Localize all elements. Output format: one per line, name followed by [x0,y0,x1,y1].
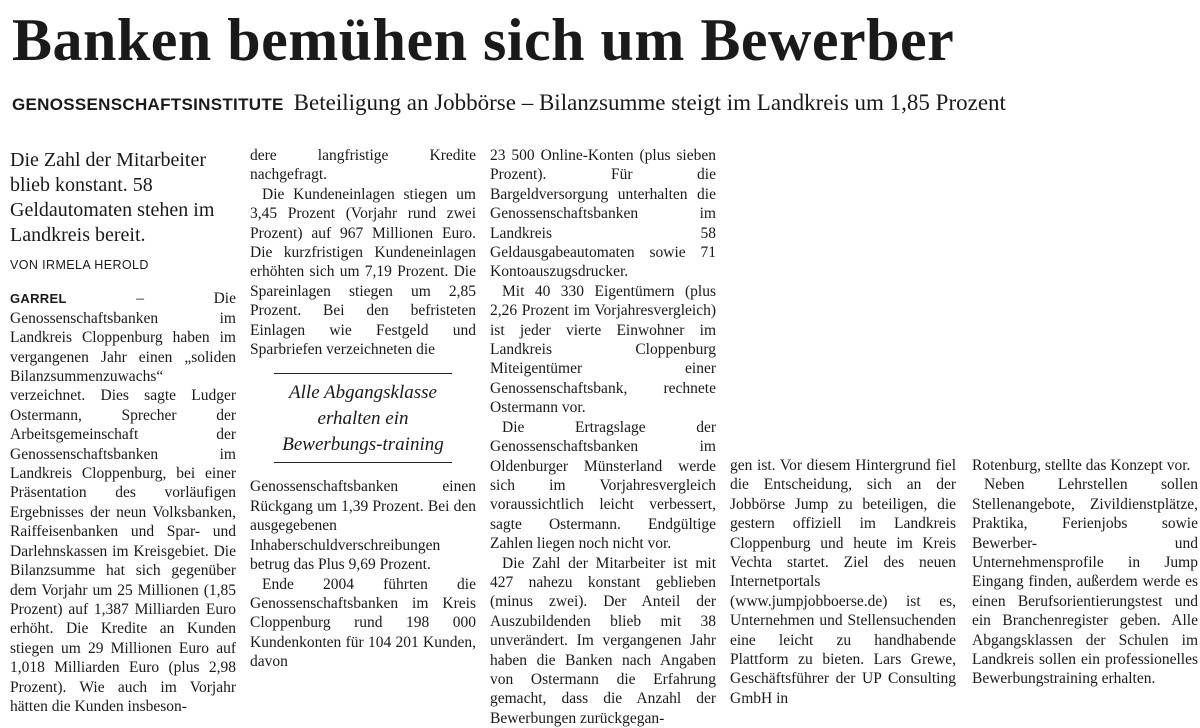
article-column-4 [730,456,956,708]
paragraph: Die Kundeneinlagen stiegen um 3,45 Prozent (Vorjahr rund zwei Prozent) auf 967 Millionen Euro. Die kurzfristigen Kundeneinlagen erhöhten sich um 7,19 Prozent. Die Spareinlagen stiegen um 2,85 Prozent. Bei den befristeten Einlagen wie Festgeld und Sparbriefen verzeichneten die [250,185,476,359]
subtitle: Beteiligung an Jobbörse – Bilanzsumme steigt im Landkreis um 1,85 Prozent [293,90,1006,115]
paragraph: Neben Lehrstellen sollen Stellenangebote, Zivildienstplätze, Praktika, Ferienjobs sowie Bewerber- und Unternehmensprofile in Jump Eingang finden, außerdem werde es einen Berufsorientierungstest und ein Branchenregister geben. Alle Abgangsklassen der Schulen im Landkreis sollen ein professionelles Bewerbungstraining erhalten. [972,476,1198,688]
article-column-2 [250,146,476,708]
paragraph: Die Ertragslage der Genossenschaftsbanken im Oldenburger Münsterland werde sich im Vorjahresvergleich voraussichtlich leicht verbessert, sagte Ostermann. Endgültige Zahlen liegen noch nicht vor. [490,418,716,553]
paragraph: Genossenschaftsbanken einen Rückgang um 1,39 Prozent. Bei den ausgegebenen Inhaberschuldverschreibungen betrug das Plus 9,69 Prozent. [250,478,476,574]
paragraph [10,289,236,716]
paragraph: Mit 40 330 Eigentümern (plus 2,26 Prozent im Vorjahresvergleich) ist jeder vierte Einwohner im Landkreis Cloppenburg Miteigentümer einer Genossenschaftsbank, rechnete Ostermann vor. [490,282,716,417]
teaser: Die Zahl der Mitarbeiter blieb konstant. 58 Geldautomaten stehen im Landkreis bereit. [10,149,215,246]
article-column-3 [490,146,716,727]
kicker: GENOSSENSCHAFTSINSTITUTE [12,95,284,114]
paragraph: Die Zahl der Mitarbeiter ist mit 427 nahezu konstant geblieben (minus zwei). Der Anteil der Auszubildenden blieb mit 38 unverändert. Im vergangenen Jahr haben die Banken nach Angaben von Ostermann die Erfahrung gemacht, dass die Anzahl der Bewerbungen zurückgegan- [490,554,716,727]
paragraph-text: – Die Genossenschaftsbanken im Landkreis Cloppenburg haben im vergangenen Jahr einen „soliden Bilanzsummenzuwachs“ verzeichnet. Dies sagte Ludger Ostermann, Sprecher der Arbeitsgemeinschaft der Genossenschaftsbanken im Landkreis Cloppenburg, bei einer Präsentation des vorläufigen Ergebnisses der neun Volksbanken, Raiffeisenbanken und Spar- und Darlehnskassen im Kreisgebiet. Die Bilanzsumme hat sich gegenüber dem Vorjahr um 25 Millionen (1,85 Prozent) auf 1,387 Milliarden Euro erhöht. Die Kredite an Kunden stiegen um 29 Millionen Euro auf 1,018 Milliarden Euro (plus 2,98 Prozent). Wie auch im Vorjahr hätten die Kunden insbeson- [10,290,236,715]
paragraph: dere langfristige Kredite nachgefragt. [250,147,476,184]
article-column-1 [10,146,236,715]
headline: Banken bemühen sich um Bewerber [12,7,955,73]
paragraph: Rotenburg, stellte das Konzept vor. [972,457,1191,474]
author-byline: VON IRMELA HEROLD [10,258,149,272]
dateline: GARREL [10,291,67,307]
paragraph: gen ist. Vor diesem Hintergrund fiel die Entscheidung, sich an der Jobbörse Jump zu beteiligen, die gestern offiziell im Landkreis Cloppenburg und heute im Kreis Vechta startet. Ziel des neuen Internetportals (www.jumpjobboerse.de) ist es, Unternehmen und Stellensuchenden eine leicht zu handhabende Plattform zu bieten. Lars Grewe, Geschäftsführer der UP Consulting GmbH in [730,457,956,707]
pull-quote: Alle Abgangsklasse erhalten ein Bewerbungs-training [274,373,452,463]
paragraph: 23 500 Online-Konten (plus sieben Prozent). Für die Bargeldversorgung unterhalten die Genossenschaftsbanken im Landkreis 58 Geldausgabeautomaten sowie 71 Kontoauszugsdrucker. [490,147,716,281]
article-column-5 [972,456,1198,708]
subheadline [12,88,1192,121]
paragraph: Ende 2004 führten die Genossenschaftsbanken im Kreis Cloppenburg rund 198 000 Kundenkonten für 104 201 Kunden, davon [250,575,476,671]
